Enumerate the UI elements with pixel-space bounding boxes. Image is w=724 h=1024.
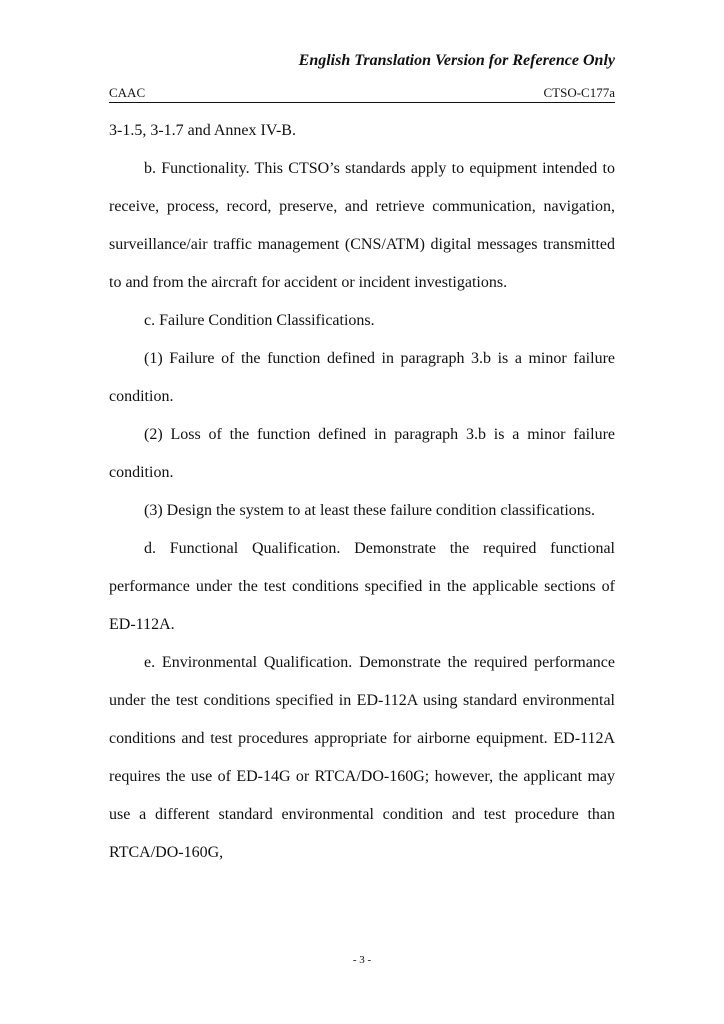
paragraph-failure-classifications: c. Failure Condition Classifications. (144, 312, 375, 329)
paragraph-failure-3: (3) Design the system to at least these failure condition classifications. (144, 502, 595, 519)
page-number: - 3 - (352, 954, 372, 966)
paragraph-environmental-qualification: e. Environmental Qualification. Demonstrate the required performance under the test conditions specified in ED-112A using standard environmental conditions and test procedures appropriate for airborne equipment. ED-112A requires the use of ED-14G or RTCA/DO-160G; however, the applicant may use a different standard environmental condition and test procedure than RTCA/DO-160G, (109, 654, 615, 861)
paragraph-functional-qualification: d. Functional Qualification. Demonstrate the required functional performance under the test conditions specified in the applicable sections of ED-112A. (109, 540, 615, 633)
paragraph-failure-1: (1) Failure of the function defined in paragraph 3.b is a minor failure condition. (109, 350, 615, 405)
paragraph-functionality: b. Functionality. This CTSO’s standards apply to equipment intended to receive, process, record, preserve, and retrieve communication, navigation, surveillance/air traffic management (CNS/ATM) digital messages transmitted to and from the aircraft for accident or incident investigations. (109, 160, 615, 291)
header-organization: CAAC (109, 85, 146, 100)
page-header (109, 86, 615, 103)
translation-note: English Translation Version for Reference Only (298, 52, 615, 69)
document-body (109, 112, 615, 872)
paragraph-continuation: 3-1.5, 3-1.7 and Annex IV-B. (109, 122, 296, 139)
paragraph-failure-2: (2) Loss of the function defined in paragraph 3.b is a minor failure condition. (109, 426, 615, 481)
header-document-id: CTSO-C177a (543, 85, 615, 100)
